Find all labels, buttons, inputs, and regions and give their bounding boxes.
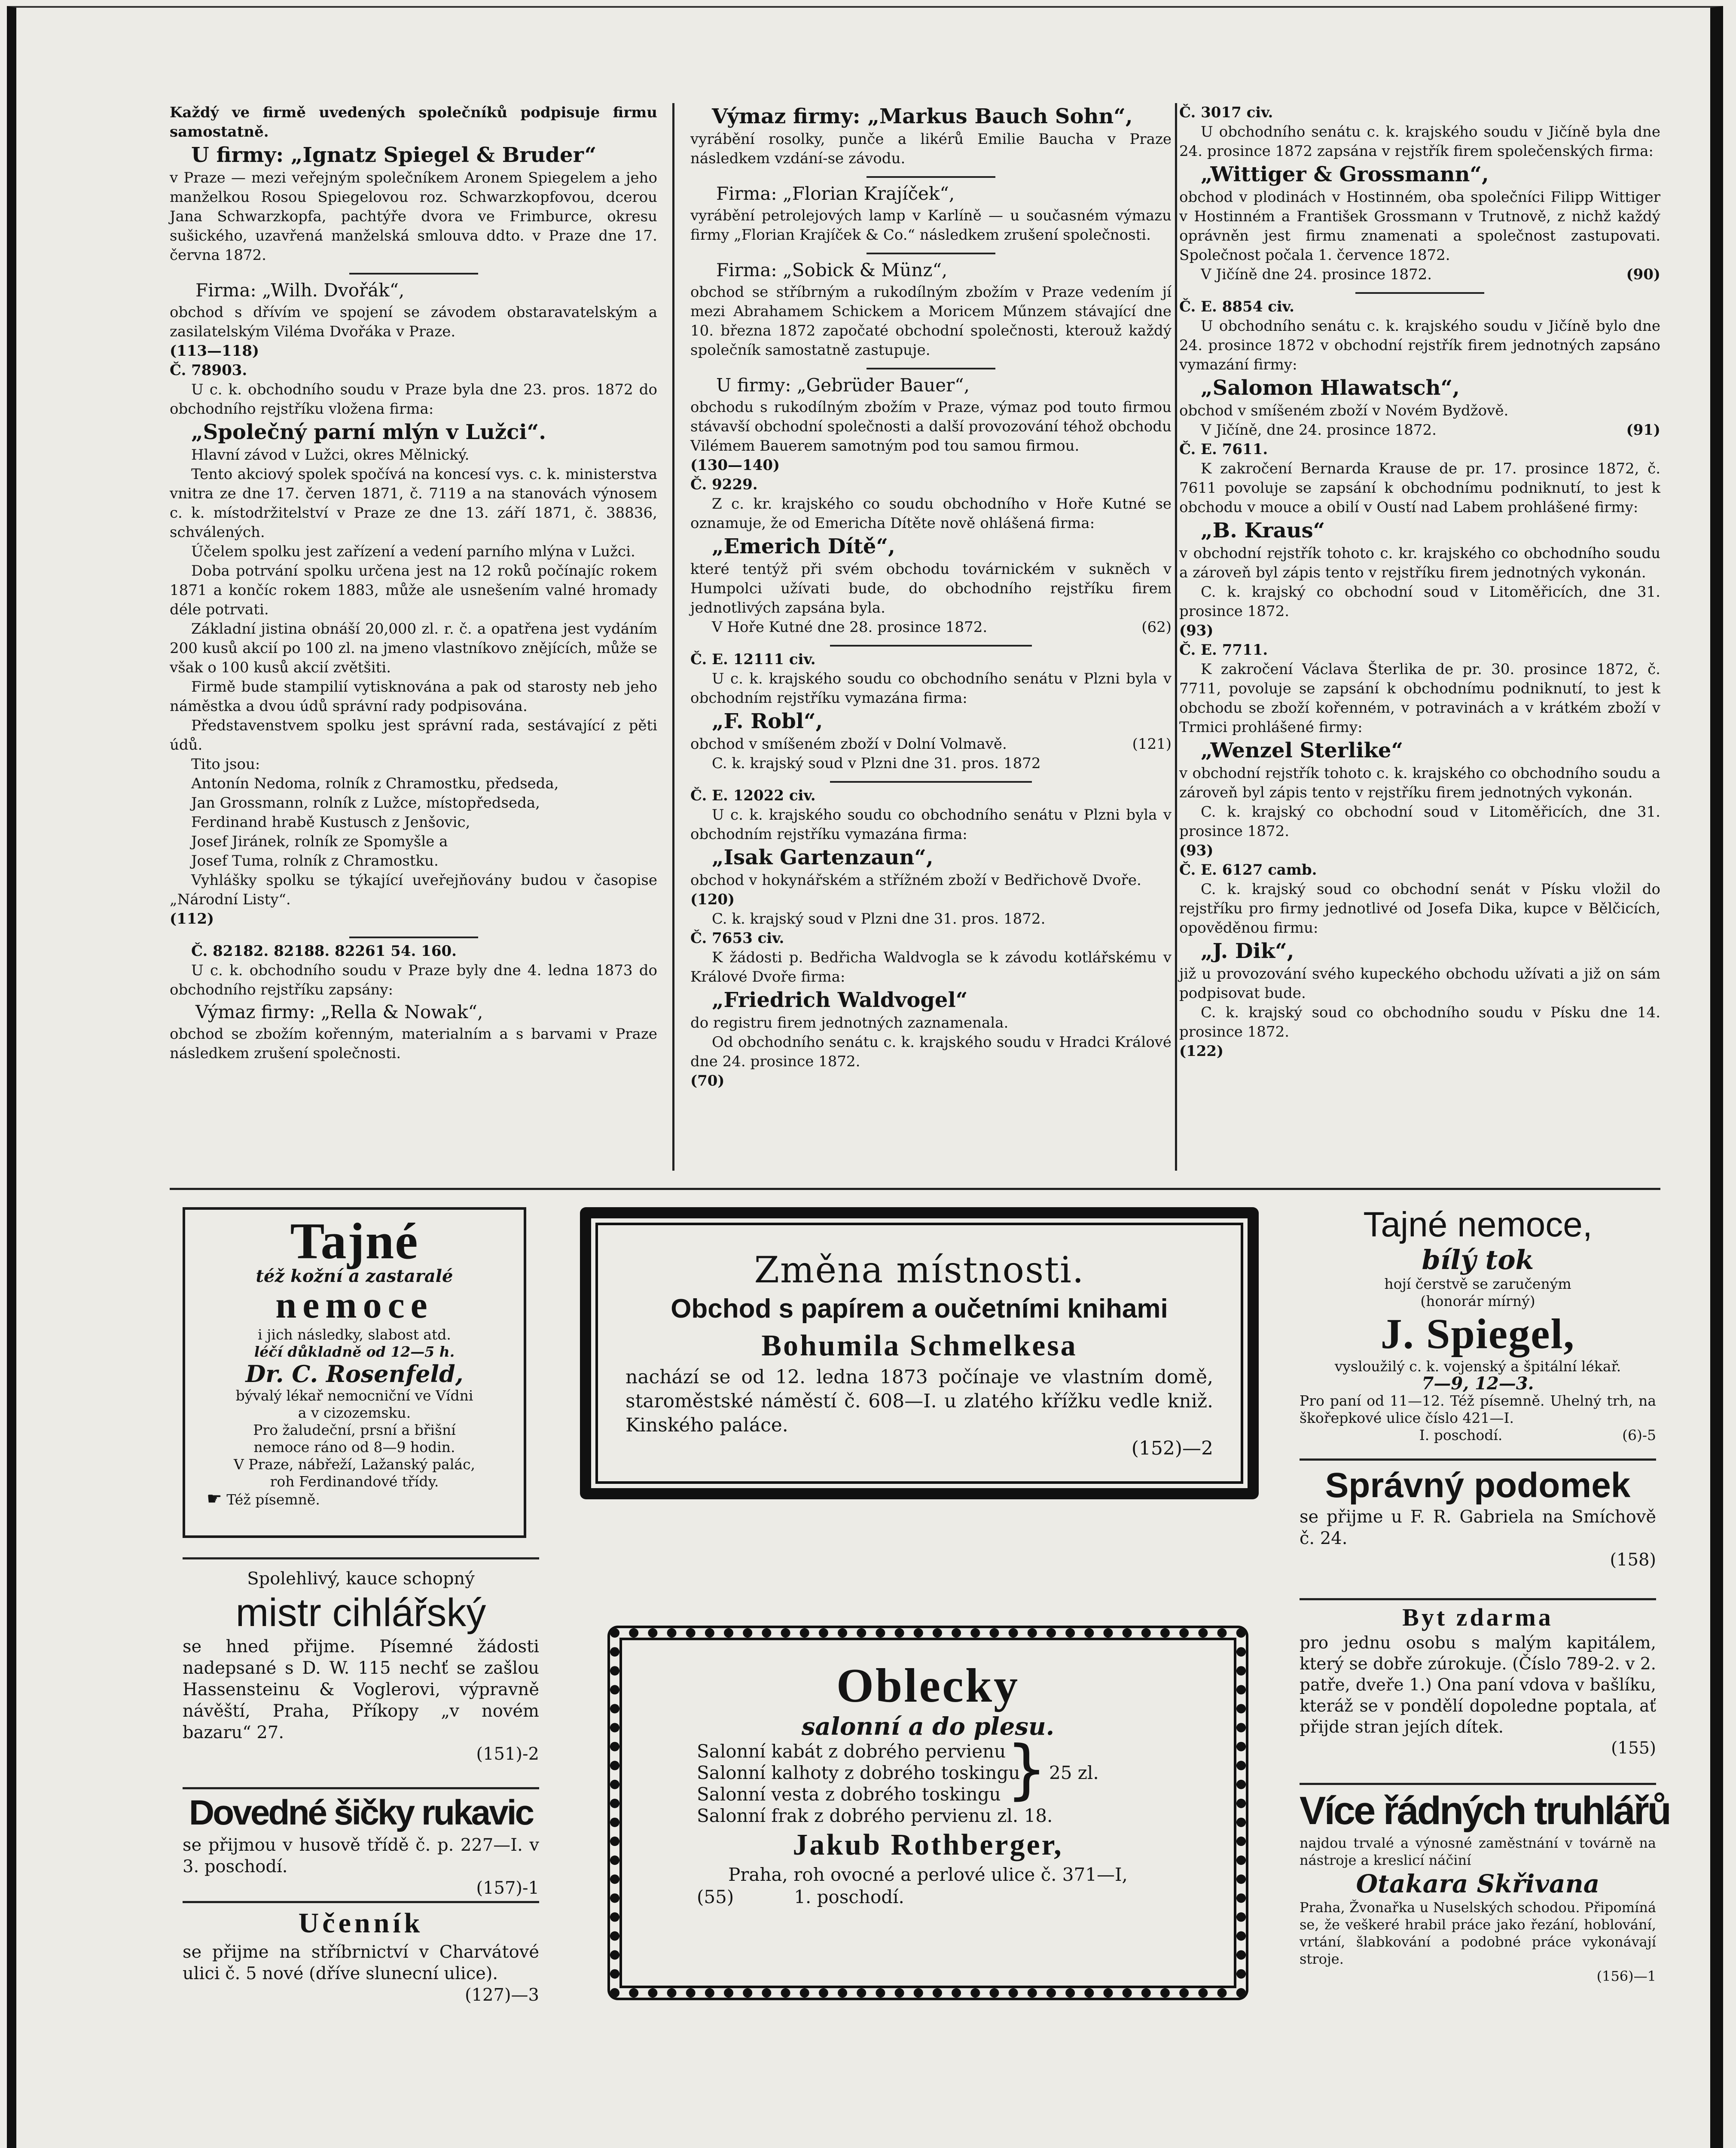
notice-heading: „Wittiger & Grossmann“, (1201, 162, 1489, 186)
member-item: Ferdinand hrabě Kustusch z Jenšovic, (191, 814, 470, 831)
ad-text: se hned přijme. Písemné žádosti nadepsané s D. W. 115 nechť se zašlou Hassensteinu & Voglerovi, výpravně návěští, Praha, Příkopy „v novém bazaru“ 27. (183, 1637, 539, 1742)
notice-number: (91) (1626, 421, 1660, 439)
ad-schmelkes (580, 1207, 1259, 1499)
ad-text: roh Ferdinandové třídy. (270, 1473, 439, 1490)
notice-text: C. k. krajský soud co obchodní senát v Písku vložil do rejstříku pro firmy jednotlivé od Josefa Dika, kupce v Bělčicích, opověděnou firmu: (1179, 881, 1660, 937)
notice-text: vyrábění petrolejových lamp v Karlíně — u současném výmazu firmy „Florian Krajíček & Co.“ následkem zrušení společnosti. (690, 207, 1172, 244)
ad-number: (151)-2 (476, 1744, 539, 1764)
notice-text: K zakročení Václava Šterlika de pr. 30. prosince 1872, č. 7711, povoluje se zapsání k obchodnímu podniknutí, to jest k obchodu se zboží kořenném, v potravinách a v krátkém zboží v Trmici prohlášené firmy: (1179, 661, 1660, 736)
ad-name: Jakub Rothberger, (793, 1828, 1063, 1861)
separator (866, 176, 995, 178)
separator (349, 273, 478, 275)
notice-text: již u provozování svého kupeckého obchodu užívati a již on sám podpisovat bude. (1179, 965, 1660, 1002)
ad-hours: 7—9, 12—3. (1422, 1373, 1534, 1394)
ad-address: Praha, roh ovocné a perlové ulice č. 371—I, (728, 1864, 1128, 1885)
notice-text: obchod s dřívím ve spojení se závodem obstaravatelským a zasilatelským Viléma Dvořáka v Praze. (170, 304, 657, 340)
member-item: Josef Jiránek, rolník ze Spomyšle a (191, 833, 448, 850)
notice-number: (93) (1179, 622, 1214, 639)
notice-text: v obchodní rejstřík tohoto c. kr. krajského co obchodního soudu a zároveň byl zápis tento v rejstříku firem jednotných vykonán. (1179, 545, 1660, 581)
column-rule (1175, 103, 1177, 1171)
ad-ucennik (183, 1905, 539, 2030)
notice-number: (130—140) (690, 457, 780, 474)
notice-heading: „Wenzel Sterlike“ (1201, 738, 1403, 763)
notice-place: V Hoře Kutné dne 28. prosince 1872. (712, 619, 988, 636)
notice-place: C. k. krajský soud v Plzni dne 31. pros. 1872. (712, 910, 1046, 928)
ad-text: V Praze, nábřeží, Lažanský palác, (233, 1456, 476, 1473)
notice-text: Představenstvem spolku jest správní rada, sestávající z pěti údů. (170, 717, 657, 754)
notice-heading: „Společný parní mlýn v Lužci“. (191, 420, 546, 444)
notice-text: Doba potrvání spolku určena jest na 12 roků počínajíc rokem 1871 a končíc rokem 1883, může ale usnešením valné hromady déle potrvati. (170, 562, 657, 618)
ad-podomek (1300, 1465, 1656, 1600)
ad-title: Změna místnosti. (754, 1249, 1085, 1291)
notice-text: obchod v smíšeném zboží v Novém Bydžově. (1179, 402, 1509, 419)
separator (866, 253, 995, 254)
ad-number: (127)—3 (464, 1985, 539, 2005)
notice-heading: „J. Dik“, (1201, 939, 1294, 963)
ad-text: pro jednu osobu s malým kapitálem, který se dobře zúrokuje. (Číslo 789-2. v 2. patře, dveře 1.) Ona paní vdova v bašlíku, kteráž se v pondělí dopoledne poptala, ať přijde stran jejích dítek. (1300, 1633, 1656, 1737)
ad-rule (183, 1557, 539, 1559)
reference-number: Č. E. 12022 civ. (690, 787, 816, 804)
ad-subtitle: bílý tok (1422, 1244, 1534, 1275)
notice-place: C. k. krajský co obchodní soud v Litoměřicích, dne 31. prosince 1872. (1179, 583, 1660, 620)
notice-text: Vyhlášky spolku se týkající uveřejňovány budou v časopise „Národní Listy“. (170, 872, 657, 908)
separator (830, 645, 1032, 647)
notice-text: které tentýž při svém obchodu továrnickém v sukněch v Humpolci užívati bude, do obchodního rejstříku firem jednotlivých zapsána byla. (690, 561, 1172, 616)
notice-text: U obchodního senátu c. k. krajského soudu v Jičíně bylo dne 24. prosince 1872 v obchodní rejstřík firem jednotných zapsáno vymazání firmy: (1179, 317, 1660, 373)
notice-text: Firmě bude stampilií vytisknována a pak od starosty neb jeho náměstka a dvou údů správní rady podpisována. (170, 678, 657, 715)
separator (1355, 292, 1484, 294)
notice-heading: U firmy: „Gebrüder Bauer“, (716, 375, 970, 396)
notice-number: (122) (1179, 1043, 1224, 1060)
notice-number: (113—118) (170, 342, 259, 360)
notice-text: Účelem spolku jest zařízení a vedení parního mlýna v Lužci. (191, 543, 635, 560)
ad-title: nemoce (275, 1285, 433, 1326)
ad-spiegel (1300, 1205, 1656, 1454)
reference-number: Č. E. 7711. (1179, 641, 1268, 659)
separator (866, 368, 995, 369)
ad-name: Dr. C. Rosenfeld, (245, 1360, 464, 1388)
ad-rule (183, 1787, 539, 1789)
ad-rothberger (610, 1628, 1246, 1998)
notice-heading: „B. Kraus“ (1201, 519, 1325, 543)
reference-number: Č. 9229. (690, 476, 758, 493)
notice-place: C. k. krajský soud v Plzni dne 31. pros. 1872 (712, 755, 1041, 772)
section-rule (170, 1188, 1660, 1190)
intro-note: Každý ve firmě uvedených společníků podpisuje firmu samostatně. (170, 104, 657, 140)
notice-text: Hlavní závod v Lužci, okres Mělnický. (191, 446, 470, 464)
notice-text: U c. k. obchodního soudu v Praze byly dne 4. ledna 1873 do obchodního rejstříku zapsány: (170, 962, 657, 998)
notice-heading: Výmaz firmy: „Markus Bauch Sohn“, (712, 104, 1133, 128)
notice-heading: „Emerich Dítě“, (712, 534, 895, 558)
reference-number: Č. E. 12111 civ. (690, 651, 816, 668)
notice-text: K zakročení Bernarda Krause de pr. 17. prosince 1872, č. 7611 povoluje se zapsání k obchodnímu podniknutí, to jest k obchodu v mouce a obilí v Oustí nad Labem prohlášené firmy: (1179, 460, 1660, 516)
ad-rule (1300, 1783, 1656, 1785)
member-item: Antonín Nedoma, rolník z Chramostku, předseda, (191, 775, 559, 792)
notice-text: v Praze — mezi veřejným společníkem Aronem Spiegelem a jeho manželkou Rosou Spiegelovou roz. Schwarzkopfovou, dcerou Jana Schwarzkopfa, pachtýře dvora ve Frimburce, okresu sušického, uzavřená manželská smlouva ddto. v Praze dne 17. června 1872. (170, 169, 657, 264)
notice-text: obchod v hokynářském a střížném zboží v Bedřichově Dvoře. (690, 872, 1141, 889)
notice-text: vyrábění rosolky, punče a likérů Emilie Baucha v Praze následkem vzdání-se závodu. (690, 131, 1172, 167)
ad-text: hojí čerstvě se zaručeným (1384, 1275, 1571, 1292)
member-item: Jan Grossmann, rolník z Lužce, místopředseda, (191, 794, 540, 812)
ad-title: Dovedné šičky rukavic (189, 1793, 533, 1832)
notice-text: U c. k. obchodního soudu v Praze byla dne 23. pros. 1872 do obchodního rejstříku vložena firma: (170, 381, 657, 418)
ad-name: J. Spiegel, (1380, 1310, 1575, 1358)
ad-title: Učenník (298, 1907, 424, 1939)
column-left (170, 103, 657, 1063)
notice-text: v obchodní rejstřík tohoto c. k. krajského co obchodního soudu a zároveň byl zápis tento v rejstříku firem jednotných vykonán. (1179, 765, 1660, 801)
notice-number: (93) (1179, 842, 1214, 859)
ad-name: Otakara Skřivana (1356, 1869, 1600, 1898)
ad-rule (1300, 1598, 1656, 1600)
ad-trublar (1300, 1787, 1670, 2028)
separator (830, 781, 1032, 783)
reference-number: Č. 82182. 82188. 82261 54. 160. (191, 943, 457, 960)
notice-text: obchod se stříbrným a rukodílným zbožím v Praze vedením jí mezi Abrahamem Schickem a Moricem Műnzem stávající dne 10. března 1872 započaté obchodní společnosti, kterouž každý společník samostatně zastupuje. (690, 284, 1172, 359)
notice-text: do registru firem jednotných zaznamenala. (690, 1014, 1009, 1031)
ad-text: se přijmou v husově třídě č. p. 227—I. v 3. poschodí. (183, 1835, 539, 1876)
notice-text: obchod v plodinách v Hostinném, oba společníci Filipp Wittiger v Hostinném a František Grossmann v Trutnově, z nichž každý oprávněn jest firmu znamenati a společnost zastupovati. Společnost počala 1. července 1872. (1179, 189, 1660, 264)
notice-heading: „Isak Gartenzaun“, (712, 845, 934, 870)
ad-title: Byt zdarma (1402, 1603, 1553, 1631)
ad-number: (55) (697, 1886, 734, 1907)
separator (349, 937, 478, 938)
notice-place: C. k. krajský co obchodní soud v Litoměřicích, dne 31. prosince 1872. (1179, 803, 1660, 840)
ad-text: najdou trvalé a výnosné zaměstnání v továrně na nástroje a kreslicí náčiní (1300, 1835, 1656, 1868)
ad-title: mistr cihlářský (235, 1591, 486, 1635)
reference-number: Č. 3017 civ. (1179, 104, 1273, 121)
ad-number: (155) (1611, 1739, 1656, 1758)
notice-text: Tito jsou: (191, 756, 260, 773)
notice-heading: „F. Robl“, (712, 709, 823, 733)
ad-number: (158) (1610, 1550, 1656, 1570)
notice-heading: „Friedrich Waldvogel“ (712, 988, 968, 1012)
reference-number: Č. E. 8854 civ. (1179, 298, 1294, 315)
ad-text: léčí důkladně od 12—5 h. (254, 1343, 455, 1360)
ad-cihlarsky (183, 1568, 539, 1796)
ad-text: nemoce ráno od 8—9 hodin. (253, 1439, 455, 1455)
ad-item: Salonní kalhoty z dobrého toskingu (697, 1762, 1020, 1783)
reference-number: Č. 78903. (170, 362, 247, 379)
ad-title: Tajné nemoce, (1363, 1205, 1593, 1244)
notice-text: Tento akciový spolek spočívá na koncesí vys. c. k. ministerstva vnitra ze dne 17. červen 1871, č. 7119 a na stanovách výnosem c. k. místodržitelství v Praze ze dne 13. září 1871, č. 38836, schválených. (170, 466, 657, 541)
ad-text: Pro žaludeční, prsní a břišní (253, 1422, 456, 1438)
notice-number: (62) (1141, 619, 1172, 636)
ad-text: i jich následky, slabost atd. (258, 1326, 451, 1343)
ad-text: bývalý lékař nemocniční ve Vídni (235, 1387, 473, 1404)
notice-heading: Výmaz firmy: „Rella & Nowak“, (195, 1001, 483, 1022)
ad-title: Oblecky (836, 1659, 1020, 1712)
ad-text: Spolehlivý, kauce schopný (247, 1569, 475, 1589)
ad-address: 1. poschodí. (794, 1886, 904, 1907)
ad-number: (156)—1 (1596, 1968, 1656, 1984)
notice-text: U c. k. krajského soudu co obchodního senátu v Plzni byla v obchodním rejstříku vymazána firma: (690, 670, 1172, 707)
notice-place: V Jičíně, dne 24. prosince 1872. (1201, 421, 1437, 439)
ad-item: Salonní frak z dobrého pervienu zl. 18. (697, 1805, 1053, 1826)
ad-title: Správný podomek (1325, 1466, 1631, 1505)
notice-number: (112) (170, 910, 214, 928)
pointing-hand-icon: ☛ (207, 1489, 222, 1509)
ad-text: I. poschodí. (1419, 1427, 1503, 1443)
ad-number: (6)-5 (1622, 1427, 1656, 1443)
notice-place: V Jičíně dne 24. prosince 1872. (1201, 266, 1432, 283)
ad-text: nachází se od 12. ledna 1873 počínaje ve vlastním domě, staroměstské náměstí č. 608—I. u zlatého křížku vedle kniž. Kinského paláce. (625, 1366, 1213, 1436)
notice-text: Od obchodního senátu c. k. krajského soudu v Hradci Králové dne 24. prosince 1872. (690, 1034, 1172, 1070)
ad-text: se přijme na stříbrnictví v Charvátové ulici č. 5 nové (dříve slunecní ulice). (183, 1942, 539, 1983)
notice-number: (90) (1626, 266, 1660, 283)
notice-text: obchodu s rukodílným zbožím v Praze, výmaz pod touto firmou stávavší obchodní společnosti a další provozování téhož obchodu Vilémem Bauerem samotným pod tou samou firmou. (690, 399, 1172, 455)
brace-icon: } (1006, 1732, 1047, 1807)
ad-subtitle: Obchod s papírem a oučetními knihami (671, 1294, 1168, 1324)
member-item: Josef Tuma, rolník z Chramostku. (191, 852, 439, 870)
notice-text: Základní jistina obnáší 20,000 zl. r. č. a opatřena jest vydáním 200 kusů akcií po 100 zl. na jmeno vlastníkovo znějících, může se však o 100 kusů akcií zvětšiti. (170, 620, 657, 676)
ad-text: Pro paní od 11—12. Též písemně. Uhelný trh, na škořepkové ulice číslo 421—I. (1300, 1392, 1656, 1426)
ad-item: Salonní kabát z dobrého pervienu (697, 1741, 1006, 1762)
notice-text: U c. k. krajského soudu co obchodního senátu v Plzni byla v obchodním rejstříku vymazána firma: (690, 806, 1172, 843)
notice-heading: Firma: „Sobick & Münz“, (716, 259, 948, 281)
ad-price: 25 zl. (1049, 1762, 1099, 1783)
ad-number: (152)—2 (1131, 1437, 1213, 1459)
notice-text: U obchodního senátu c. k. krajského soudu v Jičíně byla dne 24. prosince 1872 zapsána v rejstřík firem společenských firma: (1179, 123, 1660, 160)
ad-number: (157)-1 (476, 1878, 539, 1898)
ad-text: Praha, Žvonařka u Nuselských schodou. Připomíná se, že veškeré hrabil práce jako řezání, hoblování, vrtání, šlabkování a podobné práce vykonávají stroje. (1300, 1899, 1656, 1967)
ad-text: (honorár mírný) (1420, 1293, 1535, 1309)
notice-text: obchod se zbožím kořenným, materialním a s barvami v Praze následkem zrušení společnosti. (170, 1025, 657, 1062)
ad-subtitle: též kožní a zastaralé (256, 1266, 453, 1286)
reference-number: Č. E. 6127 camb. (1179, 861, 1317, 879)
notice-text: obchod v smíšeném zboží v Dolní Volmavě. (690, 735, 1007, 753)
notice-text: Z c. kr. krajského co soudu obchodního v Hoře Kutné se oznamuje, že od Emericha Dítěte nově ohlášená firma: (690, 495, 1172, 532)
ad-text: vysloužilý c. k. vojenský a špitální lékař. (1334, 1358, 1621, 1375)
column-rule (672, 103, 674, 1171)
reference-number: Č. E. 7611. (1179, 441, 1268, 458)
notice-number: (120) (690, 891, 735, 908)
column-middle (690, 103, 1172, 1091)
ad-item: Salonní vesta z dobrého toskingu (697, 1784, 1001, 1805)
reference-number: Č. 7653 civ. (690, 930, 784, 947)
ad-rule (183, 1901, 539, 1903)
ad-byt (1300, 1602, 1656, 1783)
notice-number: (121) (1132, 735, 1172, 753)
notice-place: C. k. krajský soud co obchodního soudu v Písku dne 14. prosince 1872. (1179, 1004, 1660, 1040)
notice-heading: U firmy: „Ignatz Spiegel & Bruder“ (191, 143, 597, 167)
ad-text: se přijme u F. R. Gabriela na Smíchově č. 24. (1300, 1507, 1656, 1548)
notice-heading: Firma: „Florian Krajíček“, (716, 183, 955, 204)
column-right (1179, 103, 1660, 1061)
ad-text: Též písemně. (226, 1491, 320, 1508)
ad-text: a v cizozemsku. (298, 1404, 411, 1421)
ad-rukavice (183, 1791, 539, 1898)
notice-heading: Firma: „Wilh. Dvořák“, (195, 280, 405, 301)
ad-title: Více řádných truhlářů (1300, 1789, 1670, 1833)
notice-number: (70) (690, 1072, 725, 1089)
ad-subtitle: salonní a do plesu. (801, 1712, 1055, 1741)
ad-rule (1300, 1458, 1656, 1461)
ad-name: Bohumila Schmelkesa (761, 1329, 1077, 1362)
ad-title: Tajné (290, 1212, 419, 1269)
ad-rosenfeld (183, 1207, 526, 1538)
notice-text: K žádosti p. Bedřicha Waldvogla se k závodu kotlářskému v Králové Dvoře firma: (690, 949, 1172, 986)
notice-heading: „Salomon Hlawatsch“, (1201, 376, 1460, 400)
